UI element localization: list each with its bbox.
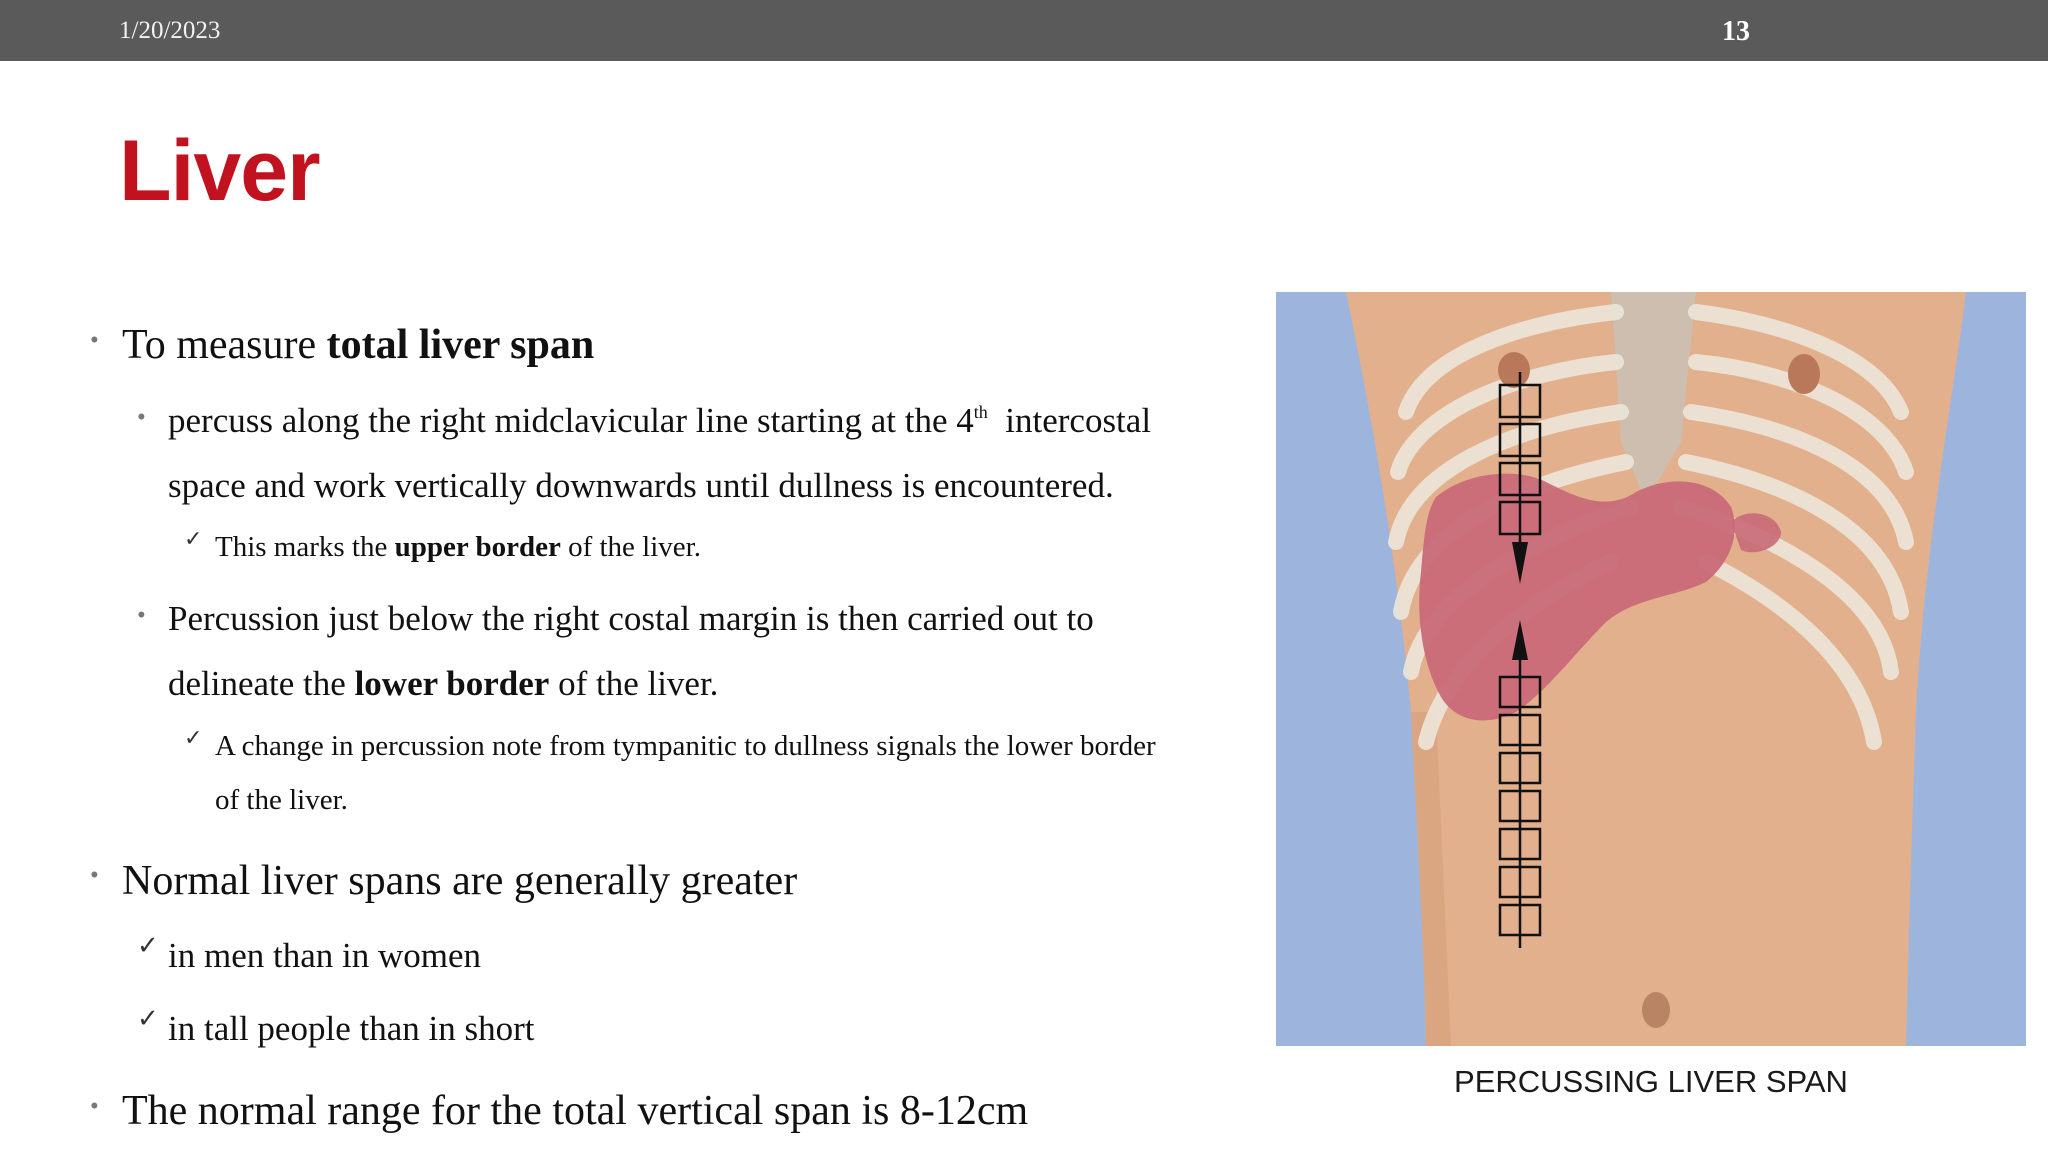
check-men-women: in men than in women — [168, 936, 482, 975]
text-run: intercostal — [987, 401, 1152, 440]
checkmark-icon: ✓ — [137, 1004, 159, 1034]
figure-caption: PERCUSSING LIVER SPAN — [1454, 1064, 1848, 1099]
text-run: This marks the — [215, 531, 395, 563]
check-lower-border-line1: A change in percussion note from tympanitic to dullness signals the lower border — [215, 730, 1156, 762]
bullet-normal-spans: Normal liver spans are generally greater — [122, 858, 798, 904]
slide-page-number: 13 — [1722, 16, 1750, 47]
text-run: delineate the — [168, 664, 355, 703]
superscript: th — [973, 402, 988, 422]
bullet-normal-range: The normal range for the total vertical span is 8-12cm — [122, 1088, 1029, 1134]
text-run: percuss along the right midclavicular line starting at the 4 — [168, 401, 974, 440]
bullet-dot: • — [137, 602, 146, 629]
text-run-bold: total liver span — [326, 322, 595, 368]
header-bar — [0, 0, 2048, 61]
text-run-bold: lower border — [354, 664, 550, 703]
bullet-dot: • — [90, 327, 99, 354]
bullet-dot: • — [90, 1093, 99, 1120]
checkmark-icon: ✓ — [184, 527, 203, 552]
bullet-measure-span — [122, 324, 594, 366]
sub-bullet-percuss-line2: space and work vertically downwards until dullness is encountered. — [168, 466, 1114, 505]
slide-date: 1/20/2023 — [119, 17, 221, 44]
text-run: To measure — [122, 322, 327, 368]
liver-percussion-illustration — [1276, 292, 2026, 1046]
slide-title: Liver — [119, 123, 320, 219]
checkmark-icon: ✓ — [184, 726, 203, 751]
bullet-dot: • — [90, 862, 99, 889]
text-run: of the liver. — [560, 531, 701, 563]
bullet-dot: • — [137, 404, 146, 431]
text-run: of the liver. — [549, 664, 719, 703]
check-upper-border — [215, 533, 701, 562]
check-lower-border-line2: of the liver. — [215, 784, 348, 816]
sub-bullet-percussion-line1: Percussion just below the right costal margin is then carried out to — [168, 599, 1094, 638]
sub-bullet-percussion-line2 — [168, 666, 718, 701]
sub-bullet-percuss-line1 — [168, 403, 1151, 438]
checkmark-icon: ✓ — [137, 931, 159, 961]
text-run-bold: upper border — [394, 531, 561, 563]
check-tall-short: in tall people than in short — [168, 1009, 535, 1048]
